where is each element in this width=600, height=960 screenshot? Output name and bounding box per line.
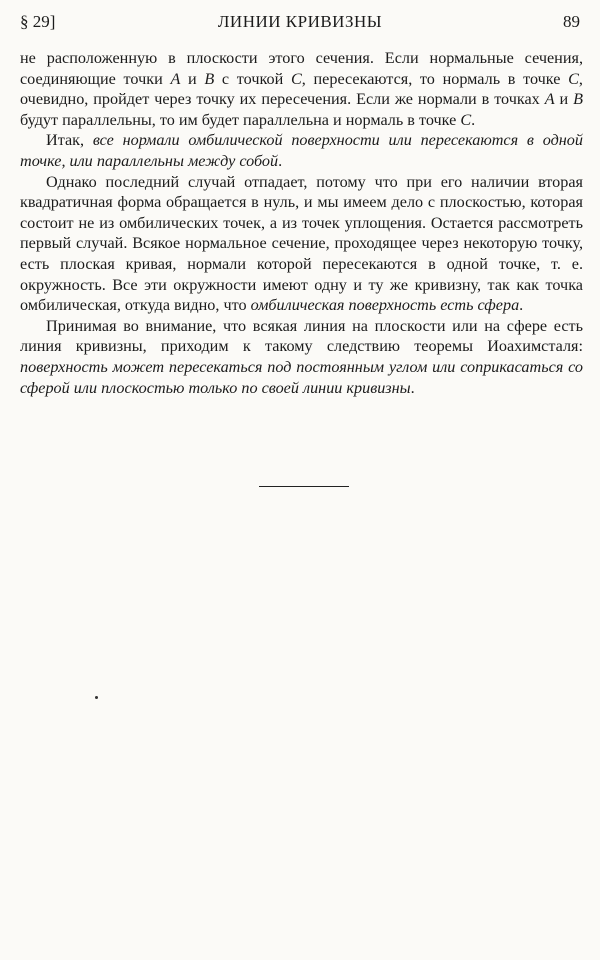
text-run: и [554, 90, 574, 109]
paragraph [20, 172, 583, 316]
italic-run: поверхность может пересекаться под постоянным углом или соприкасаться со сферой или плоскостью только по своей линии кривизны [20, 357, 583, 397]
running-title: ЛИНИИ КРИВИЗНЫ [217, 12, 383, 31]
print-speck [95, 696, 98, 699]
paragraph [20, 130, 583, 171]
running-header [20, 12, 580, 38]
italic-run: C [290, 69, 302, 88]
text-run: и [180, 69, 205, 88]
italic-run: B [204, 69, 215, 88]
italic-run: C [568, 69, 579, 88]
text-run: . [410, 378, 415, 397]
text-run: , очевидно, пройдет через точку их пересечения. Если же нормали в точках [20, 69, 583, 109]
text-run: , пересекаются, то нормаль в точке [301, 69, 569, 88]
page-body [20, 48, 583, 398]
italic-run: C [460, 110, 472, 129]
page-number: 89 [563, 12, 580, 31]
section-number: § 29] [20, 12, 56, 31]
italic-run: A [170, 69, 181, 88]
end-rule [259, 486, 349, 487]
italic-run: омбилическая поверхность есть сфера [250, 296, 520, 315]
text-run: . [471, 110, 476, 129]
paragraph [20, 48, 583, 130]
text-run: Принимая во внимание, что всякая линия на плоскости или на сфере есть линия кривизны, приходим к такому следствию теоремы Иоахимсталя: [20, 316, 583, 356]
italic-run: A [544, 90, 555, 109]
italic-run: B [573, 90, 583, 109]
text-run: . [519, 296, 524, 315]
text-run: не расположенную в плоскости этого сечения. Если нормальные сечения, соединяющие точки [20, 49, 583, 88]
italic-run: все нормали омбилической поверхности или пересекаются в одной точке, или параллельны между собой [20, 131, 583, 170]
text-run: Однако последний случай отпадает, потому что при его наличии вторая квадратичная форма обращается в нуль, и мы имеем дело с плоскостью, которая состоит не из омбилических точек, а из точек уплощения. Остается рассмотреть первый случай. Всякое нормальное сечение, проходящее через некоторую точку, есть плоская кривая, нормали которой пересекаются в одной точке, т. е. окружность. Все эти окружности имеют одну и ту же кривизну, так как точка омбилическая, откуда видно, что [20, 172, 583, 315]
paragraph [20, 316, 583, 398]
text-run: Итак, [46, 131, 93, 150]
text-run: . [278, 151, 283, 170]
text-run: будут параллельны, то им будет параллельна и нормаль в точке [20, 110, 461, 129]
text-run: с точкой [214, 69, 291, 88]
